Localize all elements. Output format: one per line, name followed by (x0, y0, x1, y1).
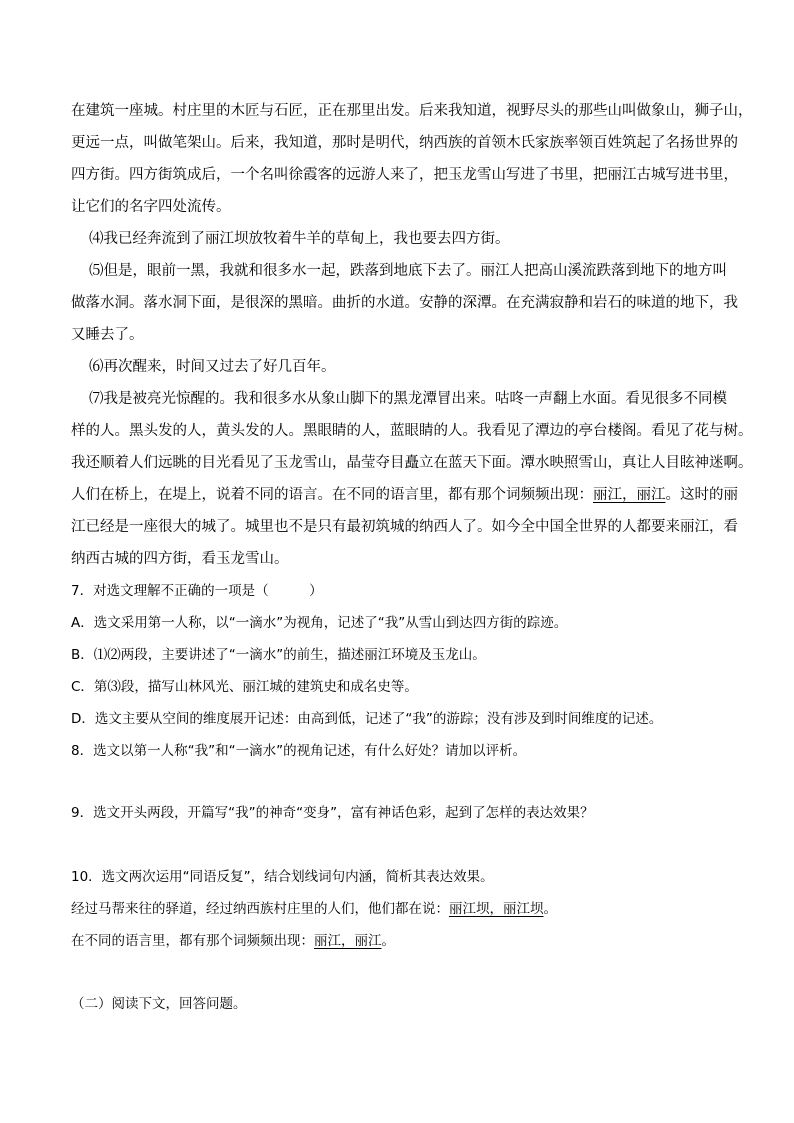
paragraph-5-line: 又睡去了。 (71, 327, 144, 343)
line-text: 经过马帮来往的驿道，经过纳西族村庄里的人们，他们都在说： (71, 901, 449, 917)
question-7-option-b: B．⑴⑵两段，主要讲述了“一滴水”的前生，描述丽江环境及玉龙山。 (71, 647, 486, 663)
paragraph-7-line: ⑺我是被亮光惊醒的。我和很多水从象山脚下的黑龙潭冒出来。咕咚一声翻上水面。看见很多不同模 (89, 391, 727, 407)
question-8: 8．选文以第一人称“我”和“一滴水”的视角记述，有什么好处？请加以评析。 (71, 743, 527, 759)
paragraph-7-line (71, 485, 738, 505)
passage-line: 四方街。四方街筑成后，一个名叫徐霞客的远游人来了，把玉龙雪山写进了书里，把丽江古城写进书里， (71, 167, 738, 183)
paragraph-7-line: 纳西古城的四方街，看玉龙雪山。 (71, 551, 289, 567)
question-7-option-a: A．选文采用第一人称，以“一滴水”为视角，记述了“我”从雪山到达四方街的踪迹。 (71, 615, 568, 631)
line-text: 。 (381, 933, 395, 949)
question-7-option-c: C．第⑶段，描写山林风光、丽江城的建筑史和成名史等。 (71, 679, 418, 695)
paragraph-4: ⑷我已经奔流到了丽江坝放牧着牛羊的草甸上，我也要去四方街。 (89, 231, 510, 247)
passage-line: 更远一点，叫做笔架山。后来，我知道，那时是明代，纳西族的首领木氏家族率领百姓筑起了名扬世界的 (71, 135, 738, 151)
line-text: 。 (543, 901, 557, 917)
question-9: 9．选文开头两段，开篇写“我”的神奇“变身”，富有神话色彩，起到了怎样的表达效果？ (71, 805, 594, 821)
line-text: 在不同的语言里，都有那个词频频出现： (71, 933, 314, 949)
underlined-phrase: 丽江坝，丽江坝 (449, 901, 544, 917)
passage-line: 让它们的名字四处流传。 (71, 199, 231, 215)
question-10-sentence-2 (71, 931, 395, 951)
question-7-stem: 7．对选文理解不正确的一项是（ ） (71, 583, 323, 599)
question-7-option-d: D．选文主要从空间的维度展开记述：由高到低，记述了“我”的游踪；没有涉及到时间维度的记述。 (71, 711, 663, 727)
paragraph-7-line: 江已经是一座很大的城了。城里也不是只有最初筑城的纳西人了。如今全中国全世界的人都要来丽江，看 (71, 519, 738, 535)
line-text: 人们在桥上，在堤上，说着不同的语言。在不同的语言里，都有那个词频频出现： (71, 487, 593, 503)
section-heading: （二）阅读下文，回答问题。 (71, 996, 247, 1012)
paragraph-6: ⑹再次醒来，时间又过去了好几百年。 (89, 359, 336, 375)
underlined-phrase: 丽江，丽江 (593, 487, 666, 503)
question-10-stem: 10．选文两次运用“同语反复”，结合划线词句内涵，简析其表达效果。 (71, 869, 494, 885)
paragraph-5-line: ⑸但是，眼前一黑，我就和很多水一起，跌落到地底下去了。丽江人把高山溪流跌落到地下的地方叫 (89, 263, 727, 279)
paragraph-7-line: 我还顺着人们远眺的目光看见了玉龙雪山，晶莹夺目矗立在蓝天下面。潭水映照雪山，真让人目眩神迷啊。 (71, 455, 753, 471)
question-10-sentence-1 (71, 899, 557, 919)
paragraph-7-line: 样的人。黑头发的人，黄头发的人。黑眼睛的人，蓝眼睛的人。我看见了潭边的亭台楼阁。看见了花与树。 (71, 423, 753, 439)
line-text: 。这时的丽 (665, 487, 738, 503)
passage-line: 在建筑一座城。村庄里的木匠与石匠，正在那里出发。后来我知道，视野尽头的那些山叫做象山，狮子山， (71, 103, 753, 119)
underlined-phrase: 丽江，丽江 (314, 933, 382, 949)
paragraph-5-line: 做落水洞。落水洞下面，是很深的黑暗。曲折的水道。安静的深潭。在充满寂静和岩石的味道的地下，我 (71, 295, 738, 311)
